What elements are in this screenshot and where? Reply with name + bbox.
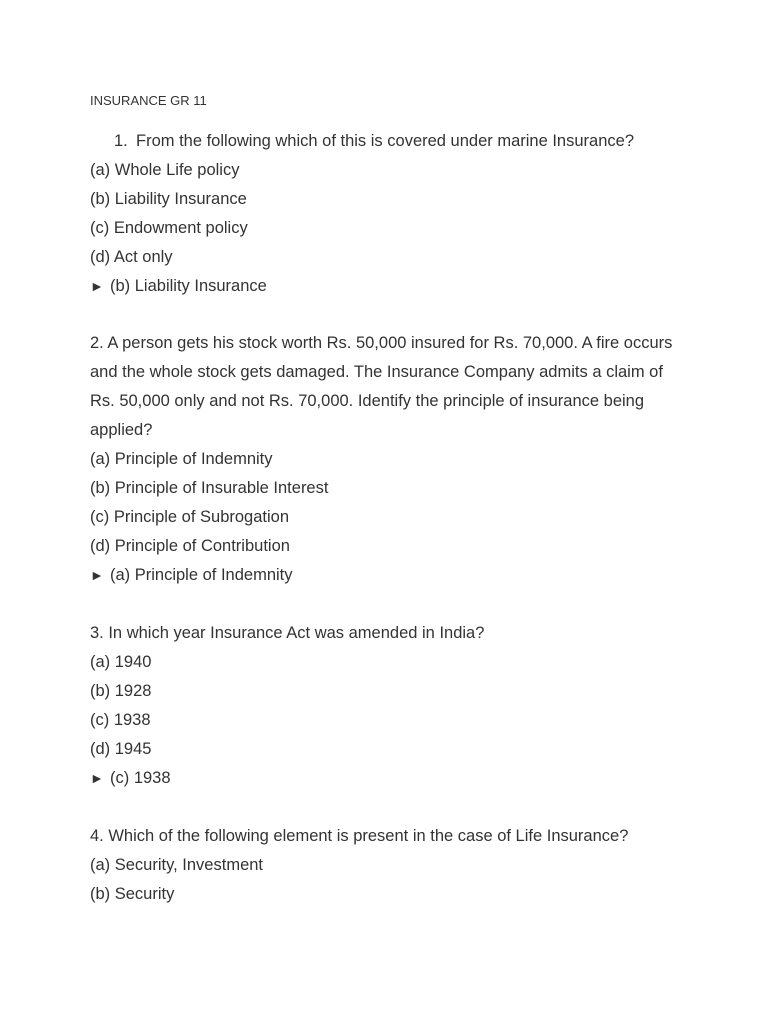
question-1-answer-text: (b) Liability Insurance [110,277,267,295]
question-3-answer [90,764,484,793]
question-2-option-b: (b) Principle of Insurable Interest [90,479,329,497]
question-3-option-c: (c) 1938 [90,711,151,729]
question-4-text: 4. Which of the following element is present in the case of Life Insurance? [90,827,629,845]
question-1-answer [90,272,634,301]
question-3-option-b: (b) 1928 [90,682,152,700]
answer-arrow-icon: ► [90,567,104,583]
question-2-option-c: (c) Principle of Subrogation [90,508,290,526]
question-3-option-a: (a) 1940 [90,653,152,671]
question-4 [90,822,628,909]
question-4-option-b: (b) Security [90,885,175,903]
question-1 [90,127,634,301]
question-3-text: 3. In which year Insurance Act was amended in India? [90,624,485,642]
question-1-option-b: (b) Liability Insurance [90,190,247,208]
question-2 [90,329,685,590]
question-1-option-c: (c) Endowment policy [90,219,248,237]
question-1-text: From the following which of this is covered under marine Insurance? [136,132,634,150]
question-3 [90,619,484,793]
question-1-text-line [90,127,634,156]
question-1-option-d: (d) Act only [90,248,173,266]
document-title: INSURANCE GR 11 [90,93,207,108]
question-4-option-a: (a) Security, Investment [90,856,264,874]
question-1-option-a: (a) Whole Life policy [90,161,240,179]
question-1-number: 1. [114,132,128,150]
question-2-option-d: (d) Principle of Contribution [90,537,290,555]
question-3-answer-text: (c) 1938 [110,769,171,787]
question-2-answer-text: (a) Principle of Indemnity [110,566,293,584]
question-2-text: 2. A person gets his stock worth Rs. 50,000 insured for Rs. 70,000. A fire occurs and the whole stock gets damaged. The Insurance Company admits a claim of Rs. 50,000 only and not Rs. 70,000. Identify the principle of insurance being applied? [90,334,673,439]
question-2-option-a: (a) Principle of Indemnity [90,450,273,468]
question-2-answer [90,561,685,590]
question-3-option-d: (d) 1945 [90,740,152,758]
answer-arrow-icon: ► [90,770,104,786]
answer-arrow-icon: ► [90,278,104,294]
